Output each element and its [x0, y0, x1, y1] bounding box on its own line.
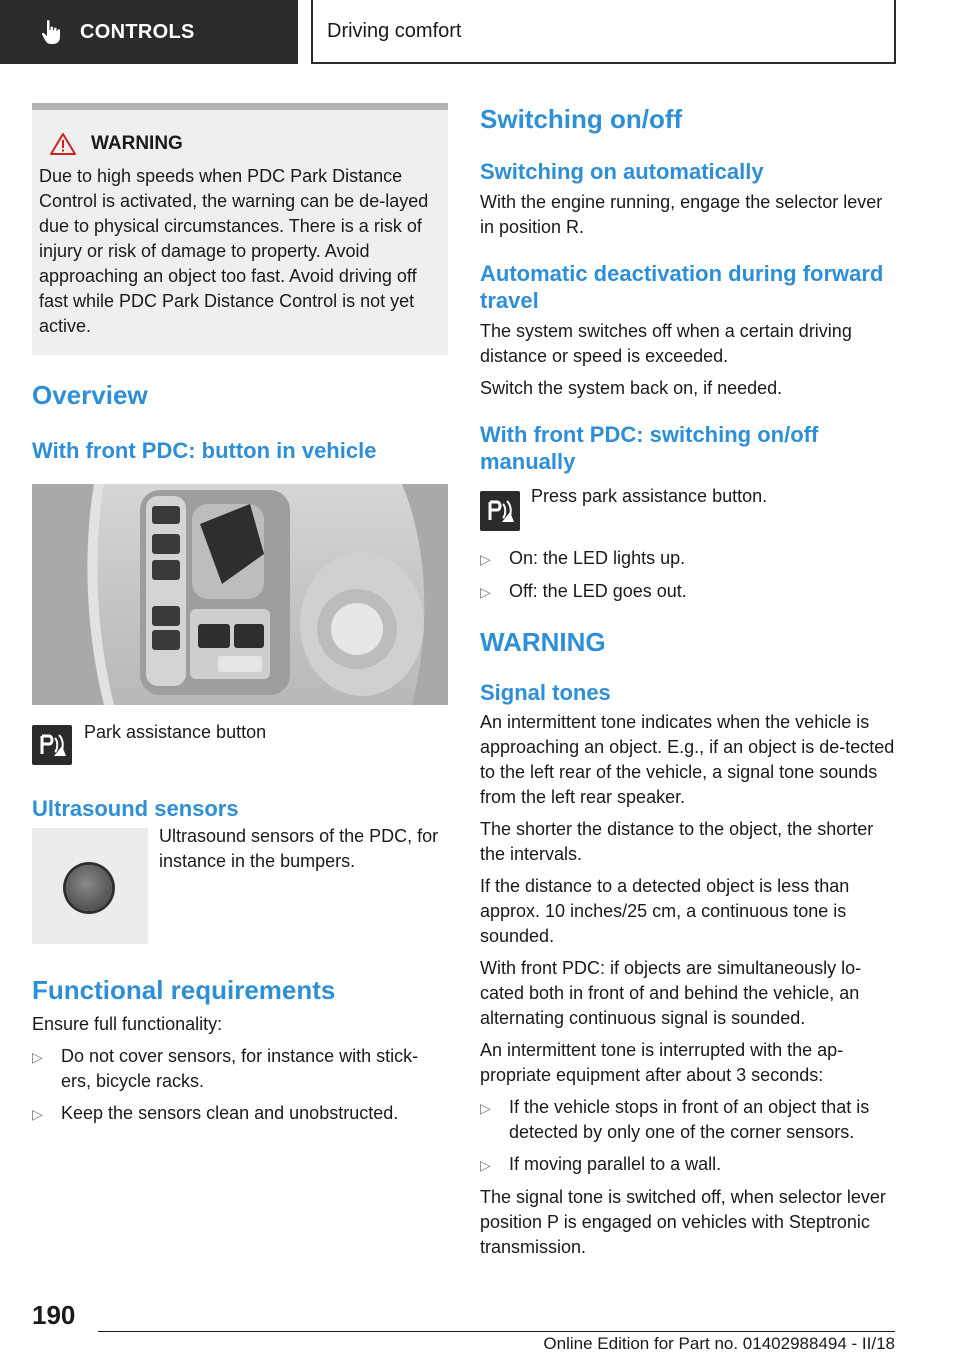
list-item: ▷ If the vehicle stops in front of an object that is detected by only one of the corner sensors.: [480, 1095, 896, 1145]
park-button-caption: Park assistance button: [84, 722, 267, 742]
park-button-legend: [32, 722, 448, 765]
section-label: CONTROLS: [80, 20, 195, 43]
interrupt-list: [480, 1095, 896, 1178]
list-item: ▷ Keep the sensors clean and unobstructed.: [32, 1101, 448, 1127]
chapter-title-text: Driving comfort: [327, 19, 462, 42]
signal-paragraph-6: The signal tone is switched off, when selector lever position P is engaged on vehicles with Steptronic transmission.: [480, 1187, 886, 1257]
list-item: ▷ If moving parallel to a wall.: [480, 1152, 896, 1178]
list-item: ▷ On: the LED lights up.: [480, 546, 896, 572]
switching-heading: Switching on/off: [480, 104, 683, 134]
ultrasound-heading: Ultrasound sensors: [32, 796, 239, 821]
led-list: [480, 546, 896, 605]
warning-heading: WARNING: [480, 627, 606, 657]
functional-list: [32, 1044, 448, 1127]
ultrasound-sensor-image: [32, 828, 148, 944]
ultrasound-block: [32, 828, 448, 944]
list-item: ▷ Off: the LED goes out.: [480, 579, 896, 605]
triangle-bullet-icon: ▷: [32, 1049, 43, 1065]
warning-header: [49, 132, 440, 156]
triangle-bullet-icon: ▷: [480, 584, 491, 600]
functional-intro: Ensure full functionality:: [32, 1014, 223, 1034]
auto-on-text: With the engine running, engage the selector lever in position R.: [480, 192, 883, 237]
list-item: ▷ Do not cover sensors, for instance with stick-ers, bicycle racks.: [32, 1044, 448, 1094]
left-column: [32, 103, 448, 1127]
signal-paragraph-2: The shorter the distance to the object, the shorter the intervals.: [480, 819, 874, 864]
ultrasound-text: Ultrasound sensors of the PDC, for instance in the bumpers.: [159, 826, 439, 871]
auto-off-text: The system switches off when a certain driving distance or speed is exceeded.: [480, 321, 852, 366]
chapter-title: [311, 0, 896, 64]
footer-divider: [98, 1331, 895, 1332]
signal-paragraph-1: An intermittent tone indicates when the vehicle is approaching an object. E.g., if an object is de-tected to the left rear of the vehicle, a signal tone sounds from the left rear speaker.: [480, 712, 895, 807]
page-number: 190: [32, 1300, 76, 1330]
right-column: [480, 103, 896, 1260]
edition-text: Online Edition for Part no. 01402988494 - II/18: [543, 1334, 895, 1353]
overview-heading: Overview: [32, 380, 148, 410]
warning-triangle-icon: [49, 132, 77, 156]
warning-text: Due to high speeds when PDC Park Distance Control is activated, the warning can be de-layed due to physical circumstances. There is a risk of injury or risk of damage to property. Avoid approaching an object too fast. Avoid driving off fast while PDC Park Distance Control is not yet active.: [39, 166, 429, 336]
warning-box: [32, 103, 448, 355]
park-assist-button-icon: [480, 491, 520, 531]
triangle-bullet-icon: ▷: [480, 1100, 491, 1116]
warning-title: WARNING: [91, 133, 183, 154]
signal-heading: Signal tones: [480, 680, 611, 705]
triangle-bullet-icon: ▷: [32, 1106, 43, 1122]
auto-off-heading: Automatic deactivation during forward travel: [480, 261, 884, 313]
triangle-bullet-icon: ▷: [480, 1157, 491, 1173]
switch-back-text: Switch the system back on, if needed.: [480, 378, 783, 398]
center-console-illustration: [32, 484, 448, 705]
press-button-row: [480, 486, 896, 531]
signal-paragraph-4: With front PDC: if objects are simultaneously lo-cated both in front of and behind the vehicle, an alternating continuous signal is sounded.: [480, 958, 862, 1028]
triangle-bullet-icon: ▷: [480, 551, 491, 567]
press-text: Press park assistance button.: [531, 486, 768, 506]
front-pdc-heading: With front PDC: button in vehicle: [32, 438, 377, 463]
section-tab[interactable]: [0, 0, 298, 64]
signal-paragraph-3: If the distance to a detected object is less than approx. 10 inches/25 cm, a continuous tone is sounded.: [480, 876, 850, 946]
center-console-photo: [32, 484, 448, 705]
park-assist-button-icon: [32, 725, 72, 765]
auto-on-heading: Switching on automatically: [480, 159, 764, 184]
functional-heading: Functional requirements: [32, 975, 336, 1005]
manual-heading: With front PDC: switching on/off manually: [480, 422, 819, 474]
hand-pointer-icon: [40, 19, 64, 45]
signal-paragraph-5: An intermittent tone is interrupted with the ap-propriate equipment after about 3 seconds:: [480, 1040, 844, 1085]
